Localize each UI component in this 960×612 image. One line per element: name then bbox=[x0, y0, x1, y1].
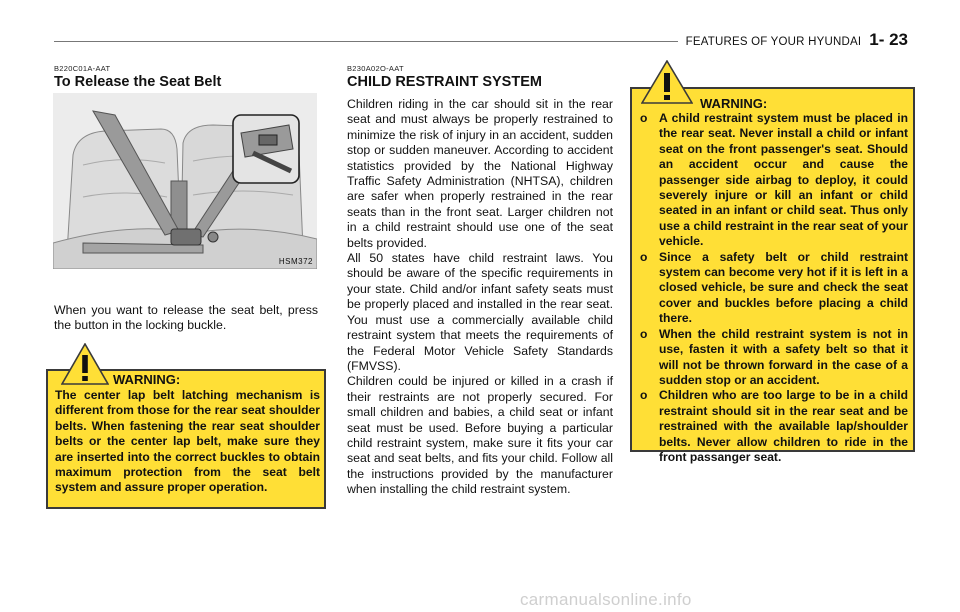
bullet: o bbox=[640, 249, 648, 264]
warning-text-left: The center lap belt latching mechanism is different from those for the rear seat shoulder belts. When fastening the rear seat shoulder belts or the center lap belt, make sure they are inserted into the correct buckles to obtain maximum protection from the seat belt system and assure proper operation. bbox=[55, 388, 320, 495]
warning-item-text: Since a safety belt or child restraint system can become very hot if it is left in a closed vehicle, be sure and check the seat cover and buckles before placing a child there. bbox=[659, 249, 908, 326]
watermark: carmanualsonline.info bbox=[520, 590, 692, 609]
warning-title-left: WARNING: bbox=[113, 372, 181, 387]
warning-triangle-icon bbox=[61, 343, 109, 385]
warning-item-text: Children who are too large to be in a child restraint should sit in the rear seat and be restrained with the available lap/shoulder belts. Never allow children to ride in the front passanger seat. bbox=[659, 388, 908, 464]
body-paragraph: Children riding in the car should sit in the rear seat and must always be properly restrained to minimize the risk of injury in an accident, sudden stop or sudden maneuver. According to accident statistics provided by the National Highway Traffic Safety Administration (NHTSA), children are safer when properly restrained in the rear seats than in the front seat. Larger children not in a child restraint should use one of the seat belts provided. bbox=[347, 97, 613, 250]
bullet: o bbox=[640, 111, 648, 125]
header-rule bbox=[54, 41, 678, 42]
section-title: FEATURES OF YOUR HYUNDAI bbox=[685, 36, 862, 48]
warning-list-right bbox=[640, 111, 908, 465]
warning-item bbox=[640, 111, 908, 250]
body-paragraph: All 50 states have child restraint laws. You should be aware of the specific requirements in your state. Child and/or infant safety seats must be properly placed and installed in the rear seat. You must use a commercially available child restraint system that meets the requirements of the Federal Motor Vehicle Safety Standards (FMVSS). bbox=[347, 251, 613, 373]
left-section-title: To Release the Seat Belt bbox=[54, 74, 222, 90]
bullet: o bbox=[640, 326, 648, 341]
warning-item-text: When the child restraint system is not in use, fasten it with a safety belt so that it will not be thrown forward in the case of a sudden stop or an accident. bbox=[659, 326, 908, 387]
page-number: 1- 23 bbox=[869, 30, 908, 49]
warning-item bbox=[640, 388, 908, 465]
release-instructions: When you want to release the seat belt, press the button in the locking buckle. bbox=[54, 303, 318, 333]
warning-item-text: A child restraint system must be placed in the rear seat. Never install a child or infant seat on the front passenger's seat. Should an accident occur and cause the passenger side airbag to deploy, it could severely injure or kill an infant or child seated in an infant or child seat. Thus only use a child restraint in the rear seat of your vehicle. bbox=[659, 111, 908, 249]
warning-triangle-icon bbox=[641, 60, 693, 104]
body-paragraph: Children could be injured or killed in a crash if their restraints are not properly secured. For small children and babies, a child seat or infant seat must be used. Before buying a particular child restraint system, make sure it fits your car seat and seat belts, and fits your child. Follow all the instructions provided by the manufacturer when installing the child restraint system. bbox=[347, 374, 613, 497]
middle-section-title: CHILD RESTRAINT SYSTEM bbox=[347, 74, 542, 90]
warning-title-right: WARNING: bbox=[700, 96, 768, 111]
middle-section-code: B230A02O-AAT bbox=[347, 64, 404, 73]
warning-item bbox=[640, 250, 908, 327]
warning-item bbox=[640, 327, 908, 389]
bullet: o bbox=[640, 388, 648, 403]
page-header bbox=[686, 30, 908, 50]
image-caption: HSM372 bbox=[278, 257, 313, 266]
left-section-code: B220C01A-AAT bbox=[54, 64, 111, 73]
seat-belt-illustration bbox=[53, 93, 317, 269]
child-restraint-body bbox=[347, 97, 613, 498]
